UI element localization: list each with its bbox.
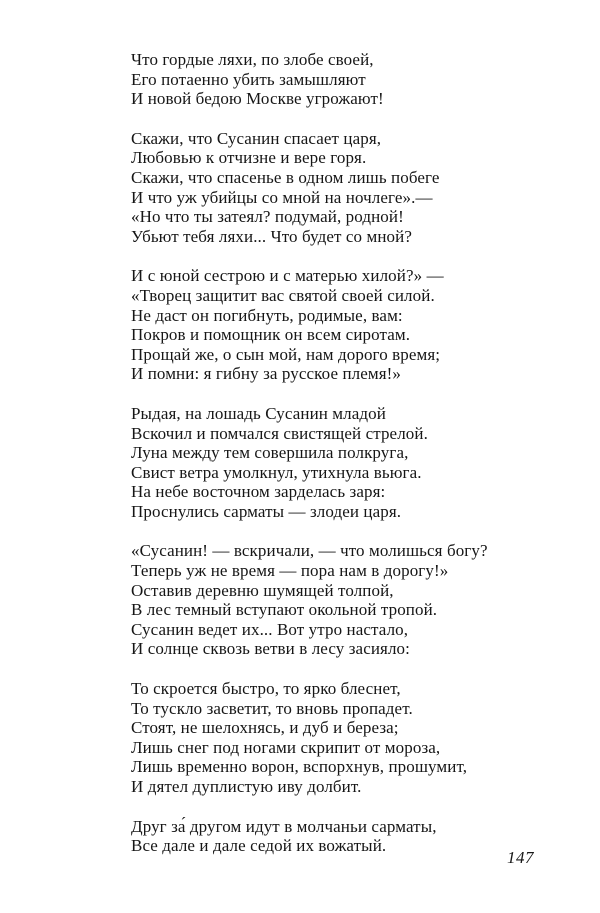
poem-line: Лишь снег под ногами скрипит от мороза, [131, 737, 441, 757]
poem-line: И новой бедою Москве угрожают! [131, 89, 384, 109]
poem-line: Прощай же, о сын мой, нам дорого время; [131, 344, 441, 364]
stanza [131, 266, 571, 384]
poem-line: «Сусанин! — вскричали, — что молишься богу? [131, 541, 488, 561]
page-number: 147 [507, 848, 534, 867]
stanza [131, 679, 571, 797]
poem-line: Оставив деревню шумящей толпой, [131, 580, 394, 600]
poem-line: Все дале и дале седой их вожатый. [131, 836, 387, 856]
poem-line: Убьют тебя ляхи... Что будет со мной? [131, 226, 412, 246]
stanza [131, 817, 571, 856]
poem-line: На небе восточном зарделась заря: [131, 482, 386, 502]
poem-line: «Творец защитит вас святой своей силой. [131, 285, 435, 305]
poem-line: Его потаенно убить замышляют [131, 69, 366, 89]
stanza [131, 50, 571, 109]
poem-line: И с юной сестрою и с матерью хилой?» — [131, 266, 444, 286]
poem-line: В лес темный вступают окольной тропой. [131, 600, 438, 620]
poem-line: То тускло засветит, то вновь пропадет. [131, 698, 413, 718]
poem-line: Проснулись сарматы — злодеи царя. [131, 501, 402, 521]
poem-line: Стоят, не шелохнясь, и дуб и береза; [131, 718, 399, 738]
stanza [131, 541, 571, 659]
poem-line: Сусанин ведет их... Вот утро настало, [131, 619, 409, 639]
poem-line: Не даст он погибнуть, родимые, вам: [131, 305, 403, 325]
poem-line: Что гордые ляхи, по злобе своей, [131, 50, 374, 69]
poem-line: Вскочил и помчался свистящей стрелой. [131, 423, 428, 443]
poem-line: И помни: я гибну за русское племя!» [131, 364, 402, 384]
poem-text [131, 50, 571, 876]
poem-line: И солнце сквозь ветви в лесу засияло: [131, 639, 410, 659]
poem-line: То скроется быстро, то ярко блеснет, [131, 679, 401, 699]
poem-line: Любовью к отчизне и вере горя. [131, 148, 367, 168]
stanza [131, 404, 571, 522]
poem-line: И что уж убийцы со мной на ночлеге».— [131, 187, 433, 207]
poem-line: Рыдая, на лошадь Сусанин младой [131, 403, 386, 423]
poem-line: Луна между тем совершила полкруга, [131, 443, 409, 463]
poem-line: Скажи, что Сусанин спасает царя, [131, 128, 382, 148]
poem-line: Скажи, что спасенье в одном лишь побеге [131, 167, 440, 187]
poem-line: Свист ветра умолкнул, утихнула вьюга. [131, 462, 422, 482]
poem-line: И дятел дуплистую иву долбит. [131, 777, 362, 796]
poem-line: «Но что ты затеял? подумай, родной! [131, 207, 404, 227]
poem-line: Лишь временно ворон, вспорхнув, прошумит, [131, 757, 468, 777]
poem-line: Покров и помощник он всем сиротам. [131, 325, 411, 345]
stanza [131, 129, 571, 247]
poem-line: Друг за́ другом идут в молчаньи сарматы, [131, 816, 437, 836]
poem-line: Теперь уж не время — пора нам в дорогу!» [131, 561, 449, 581]
